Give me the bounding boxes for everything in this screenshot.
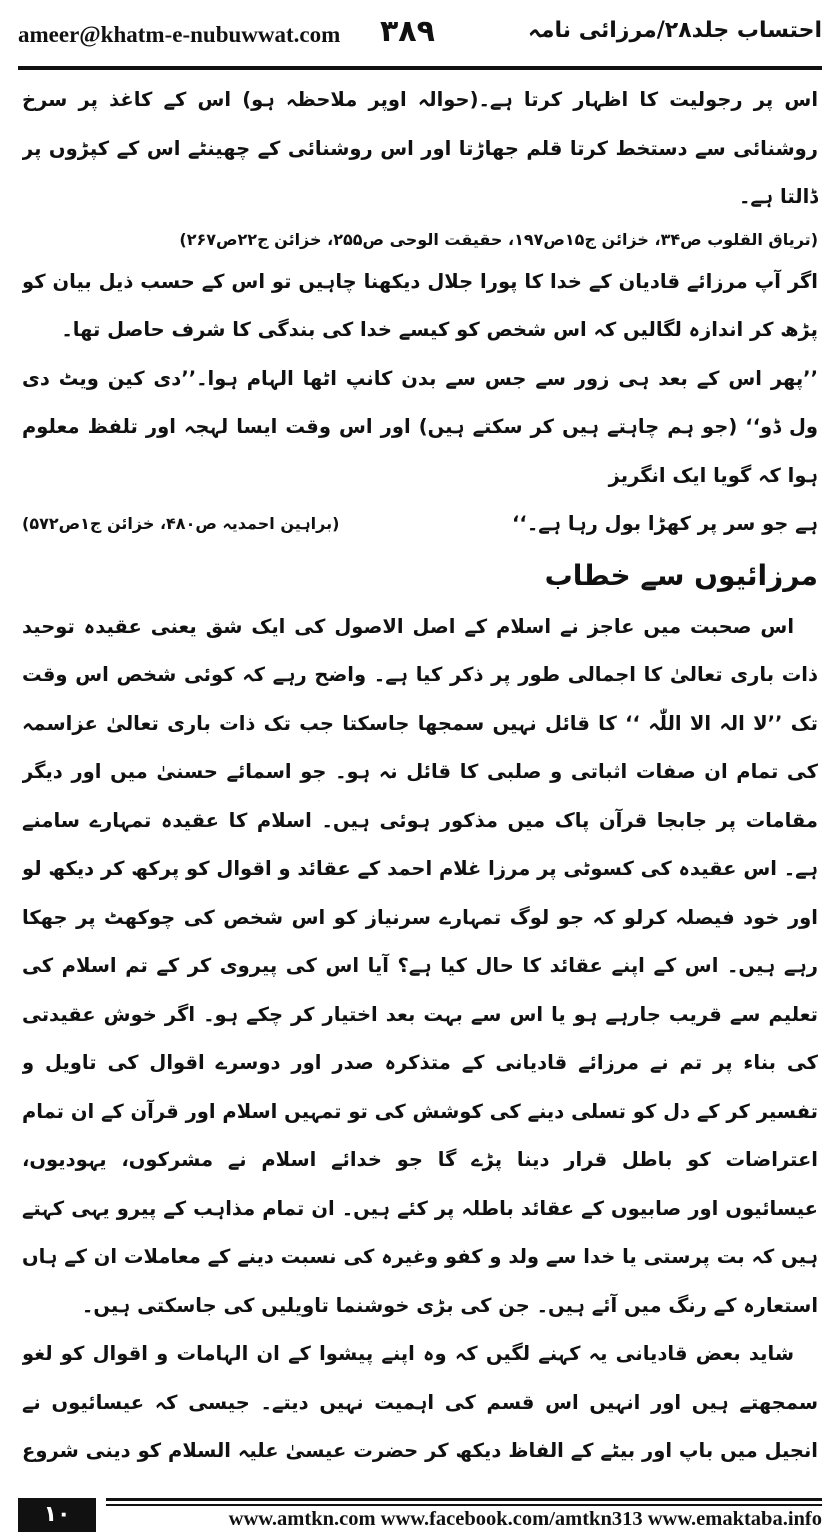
- page-number: ۳۸۹: [380, 14, 435, 49]
- footer-websites: www.amtkn.com www.facebook.com/amtkn313 www.emaktaba.info: [228, 1508, 822, 1530]
- paragraph-1: اس پر رجولیت کا اظہار کرتا ہے۔(حوالہ اوپر ملاحظہ ہو) اس کے کاغذ پر سرخ روشنائی سے دستخط کرتا قلم جھاڑتا اور اس روشنائی کے چھینٹے اس کے کپڑوں پر ڈالتا ہے۔: [22, 88, 818, 208]
- book-title: احتساب جلد۲۸/مرزائی نامہ: [528, 18, 822, 43]
- page-footer: [18, 1498, 822, 1534]
- page-body: [22, 76, 818, 1486]
- quote-paragraph: ’’پھر اس کے بعد ہی زور سے جس سے بدن کانپ اٹھا الہام ہوا۔’’دی کین ویٹ دی ول ڈو‘‘ (جو ہم چاہتے ہیں کر سکتے ہیں) اور اس وقت ایسا لہجہ اور تلفظ معلوم ہوا کہ گویا ایک انگریز: [22, 366, 818, 487]
- quote-reference: (براہین احمدیہ ص۴۸۰، خزائن ج۱ص۵۷۲): [22, 514, 340, 533]
- section-heading: مرزائیوں سے خطاب: [544, 558, 818, 592]
- quote-closing: ہے جو سر پر کھڑا بول رہا ہے۔‘‘: [512, 512, 818, 535]
- header-rule: [18, 66, 822, 70]
- footer-page-label: ۱۰: [18, 1498, 96, 1532]
- header-email: ameer@khatm-e-nubuwwat.com: [18, 22, 341, 47]
- paragraph-2: اگر آپ مرزائے قادیان کے خدا کا پورا جلال دیکھنا چاہیں تو اس کے حسب ذیل بیان کو پڑھ کر اندازہ لگالیں کہ اس شخص کو کیسے خدا کی بندگی کا شرف حاصل تھا۔: [22, 269, 818, 341]
- paragraph-4: شاید بعض قادیانی یہ کہنے لگیں کہ وہ اپنے پیشوا کے ان الہامات و اقوال کو لغو سمجھتے ہیں اور انہیں اس قسم کی اہمیت نہیں دیتے۔ جیسی کہ عیسائیوں نے انجیل میں باپ اور بیٹے کے الفاظ دیکھ کر حضرت عیسیٰ علیہ السلام کو دینی شروع: [22, 1342, 818, 1462]
- reference-1: (تریاق القلوب ص۳۴، خزائن ج۱۵ص۱۹۷، حقیقت الوحی ص۲۵۵، خزائن ج۲۲ص۲۶۷): [179, 229, 818, 249]
- quote-last-line: [22, 500, 818, 549]
- paragraph-3: اس صحبت میں عاجز نے اسلام کے اصل الاصول کی ایک شق یعنی عقیدہ توحید ذات باری تعالیٰ کا اجمالی طور پر ذکر کیا ہے۔ واضح رہے کہ کوئی شخص اس وقت تک ’’لا الہ الا اللّٰہ ‘‘ کا قائل نہیں سمجھا جاسکتا جب تک ذات باری تعالیٰ عزاسمہ کی تمام ان صفات اثباتی و صلبی کا قائل نہ ہو۔ جو اسمائے حسنیٰ میں اور دیگر مقامات پر جابجا قرآن پاک میں مذکور ہوئی ہیں۔ اسلام کا عقیدہ تمہارے سامنے ہے۔ اس عقیدہ کی کسوٹی پر مرزا غلام احمد کے عقائد و اقوال کو پرکھ کر دیکھ لو اور خود فیصلہ کرلو کہ جو لوگ تمہارے سرنیاز کو اس شخص کی چوکھٹ پر جھکا رہے ہیں۔ اس کے اپنے عقائد کا حال کیا ہے؟ آیا اس کی پیروی کر کے تم اسلام کی تعلیم سے قریب جارہے ہو یا اس سے بہت بعد اختیار کر چکے ہو۔ اگر خوش عقیدتی کی بناء پر تم نے مرزائے قادیانی کے متذکرہ صدر اور دوسرے اقوال کی تاویل و تفسیر کر کے دل کو تسلی دینے کی کوشش کی تو تمہیں اسلام اور قرآن کے ان تمام اعتراضات کو باطل قرار دینا پڑے گا جو خدائے اسلام نے مشرکوں، یہودیوں، عیسائیوں اور صابیوں کے عقائد باطلہ پر کئے ہیں۔ ان تمام مذاہب کے پیرو یہی کہتے ہیں کہ بت پرستی یا خدا سے ولد و کفو وغیرہ کی نسبت دینے کے معاملات ان کے ہاں استعارہ کے رنگ میں آئے ہیں۔ جن کی بڑی خوشنما تاویلیں کی جاسکتی ہیں۔: [22, 614, 818, 1317]
- page-header: [18, 8, 822, 60]
- footer-rule-top: [106, 1498, 822, 1501]
- footer-rule-bottom: [106, 1504, 822, 1506]
